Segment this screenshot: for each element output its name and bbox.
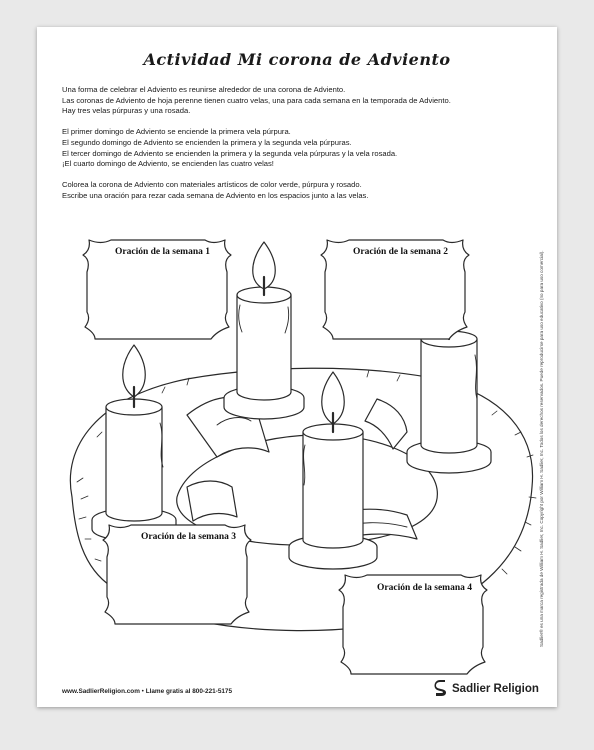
page-title: Actividad Mi corona de Adviento: [143, 50, 451, 69]
intro-line: Una forma de celebrar el Adviento es reunirse alrededor de una corona de Adviento.: [62, 85, 346, 94]
candle-1: [224, 242, 304, 419]
intro-line: El primer domingo de Adviento se enciende la primera vela púrpura.: [62, 127, 291, 137]
prayer-box-week-2-label: Oración de la semana 2: [353, 247, 448, 257]
footer-website[interactable]: www.SadlierReligion.com: [62, 688, 140, 695]
logo-name: Sadlier Religion: [452, 683, 539, 695]
footer-contact: [62, 688, 232, 695]
copyright-notice: Sadlier® es una marca registrada de William H. Sadlier, Inc. Copyright por William H. Sadlier, Inc. Todos los derechos reservados. Puede reproducirse para uso educativo (no para uso comercial).: [539, 250, 544, 647]
intro-line: ¡El cuarto domingo de Adviento, se encienden las cuatro velas!: [62, 159, 274, 169]
intro-line: Colorea la corona de Adviento con materiales artísticos de color verde, púrpura y rosado.: [62, 180, 362, 190]
sadlier-logo: [434, 680, 539, 698]
prayer-box-week-3-label: Oración de la semana 3: [141, 532, 236, 542]
footer-separator: •: [141, 688, 144, 695]
footer-phone: Llame gratis al 800-221-5175: [145, 688, 233, 695]
intro-line: Escribe una oración para rezar cada semana de Adviento en los espacios junto a las velas.: [62, 190, 369, 200]
intro-line: El segundo domingo de Adviento se encienden la primera y la segunda vela púrpuras.: [62, 137, 352, 147]
prayer-box-week-4-label: Oración de la semana 4: [377, 583, 472, 593]
intro-line: Las coronas de Adviento de hoja perenne tienen cuatro velas, una para cada semana en la temporada de Adviento.: [62, 95, 451, 105]
advent-wreath-illustration: [37, 27, 557, 707]
intro-line: Hay tres velas púrpuras y una rosada.: [62, 106, 191, 116]
worksheet-page: [37, 27, 557, 707]
prayer-box-week-1-label: Oración de la semana 1: [115, 247, 210, 257]
intro-line: El tercer domingo de Adviento se encienden la primera y la segunda vela púrpuras y la vela rosada.: [62, 148, 398, 158]
sadlier-s-icon: [434, 680, 448, 698]
